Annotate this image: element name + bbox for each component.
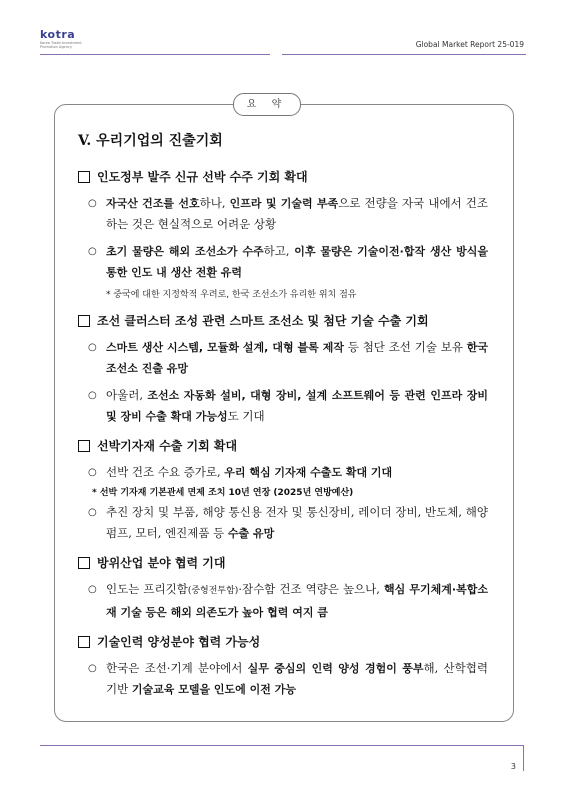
topic-heading xyxy=(78,312,488,329)
circle-bullet-icon: ○ xyxy=(88,198,97,209)
topic-title: 인도정부 발주 신규 선박 수주 기회 확대 xyxy=(97,170,308,184)
item-bold: 실무 중심의 인력 양성 경험이 풍부 xyxy=(247,662,424,675)
item-bold: 기술교육 모델을 인도에 이전 가능 xyxy=(131,683,296,696)
circle-bullet-icon: ○ xyxy=(88,663,97,674)
item-small-text: (중형전투함) xyxy=(187,586,239,596)
square-bullet-icon xyxy=(78,315,90,327)
footer-rule xyxy=(40,745,524,746)
list-item xyxy=(78,193,488,235)
summary-tag: 요 약 xyxy=(233,93,301,116)
circle-bullet-icon: ○ xyxy=(88,467,97,478)
kotra-logo xyxy=(40,28,82,49)
item-text: 하나, xyxy=(199,196,230,210)
footnote: * 중국에 대한 지정학적 우려로, 한국 조선소가 유리한 위치 점유 xyxy=(106,290,357,300)
item-bold: 한국 조선소 진출 유망 xyxy=(106,341,488,375)
header-rule-left xyxy=(40,54,270,55)
topic-heading xyxy=(78,437,488,454)
item-bold: 조선소 자동화 설비, 대형 장비, 설계 소프트웨어 등 관련 인프라 장비 및 장비 수출 확대 가능성 xyxy=(106,389,489,423)
item-text: 해, 산학협력 기반 xyxy=(106,661,488,696)
square-bullet-icon xyxy=(78,636,90,648)
square-bullet-icon xyxy=(78,557,90,569)
report-title: Global Market Report 25-019 xyxy=(415,40,524,49)
item-bold: 스마트 생산 시스템, 모듈화 설계, 대형 블록 제작 xyxy=(106,341,344,354)
list-item xyxy=(78,241,488,283)
list-item xyxy=(78,579,488,623)
item-bold: 자국산 건조를 선호 xyxy=(106,197,200,210)
header-rule-right xyxy=(282,54,526,55)
circle-bullet-icon: ○ xyxy=(88,507,97,518)
logo-subtitle-1: Korea Trade-Investment xyxy=(40,41,82,45)
item-bold: 우리 핵심 기자재 수출도 확대 기대 xyxy=(224,466,393,479)
topic-heading xyxy=(78,633,488,650)
item-text: 선박 건조 수요 증가로, xyxy=(106,465,225,479)
item-text: 추진 장치 및 부품, 해양 통신용 전자 및 통신장비, 레이더 장비, 반도체, 해양 펌프, 모터, 엔진제품 등 xyxy=(106,505,488,540)
page-number: 3 xyxy=(510,762,516,771)
item-text: 도 기대 xyxy=(227,409,265,423)
topic-title: 선박기자재 수출 기회 확대 xyxy=(97,439,238,453)
footer-rule-vertical xyxy=(523,745,524,771)
item-bold: 초기 물량은 해외 조선소가 수주 xyxy=(106,245,264,258)
square-bullet-icon xyxy=(78,171,90,183)
list-item xyxy=(78,502,488,544)
item-bold: 이후 물량은 기술이전·합작 생산 방식을 통한 인도 내 생산 전환 유력 xyxy=(106,245,488,279)
item-bold: 인프라 및 기술력 부족 xyxy=(229,197,339,210)
list-item xyxy=(78,337,488,379)
square-bullet-icon xyxy=(78,440,90,452)
item-text: 아울러, xyxy=(106,388,148,402)
footnote-bold: * 선박 기자재 기본관세 면제 조치 10년 연장 (2025년 연방예산) xyxy=(92,488,354,498)
topic-heading xyxy=(78,168,488,185)
logo-wordmark: kotra xyxy=(40,28,76,41)
item-text: 등 첨단 조선 기술 보유 xyxy=(344,340,467,354)
list-item xyxy=(78,462,488,483)
item-text: 으로 전량을 자국 내에서 건조하는 것은 현실적으로 어려운 상황 xyxy=(106,196,489,231)
summary-content xyxy=(78,130,488,706)
topic-heading xyxy=(78,554,488,571)
item-bold: 핵심 무기체계·복합소재 기술 등은 해외 의존도가 높아 협력 여지 큼 xyxy=(106,583,488,619)
item-text: 하고, xyxy=(263,244,295,258)
topic-title: 기술인력 양성분야 협력 가능성 xyxy=(97,635,261,649)
item-text: ·잠수함 건조 역량은 높으나, xyxy=(238,582,384,596)
list-item xyxy=(78,385,488,427)
list-item xyxy=(78,658,488,700)
item-bold: 수출 유망 xyxy=(227,527,275,540)
topic-title: 조선 클러스터 조성 관련 스마트 조선소 및 첨단 기술 수출 기회 xyxy=(97,314,429,328)
circle-bullet-icon: ○ xyxy=(88,390,97,401)
section-title: V. 우리기업의 진출기회 xyxy=(78,133,223,149)
circle-bullet-icon: ○ xyxy=(88,342,97,353)
circle-bullet-icon: ○ xyxy=(88,246,97,257)
logo-subtitle-2: Promotion Agency xyxy=(40,45,72,49)
item-text: 인도는 프리깃함 xyxy=(106,582,188,596)
item-text: 한국은 조선·기계 분야에서 xyxy=(106,661,248,675)
circle-bullet-icon: ○ xyxy=(88,584,97,595)
topic-title: 방위산업 분야 협력 기대 xyxy=(97,556,226,570)
